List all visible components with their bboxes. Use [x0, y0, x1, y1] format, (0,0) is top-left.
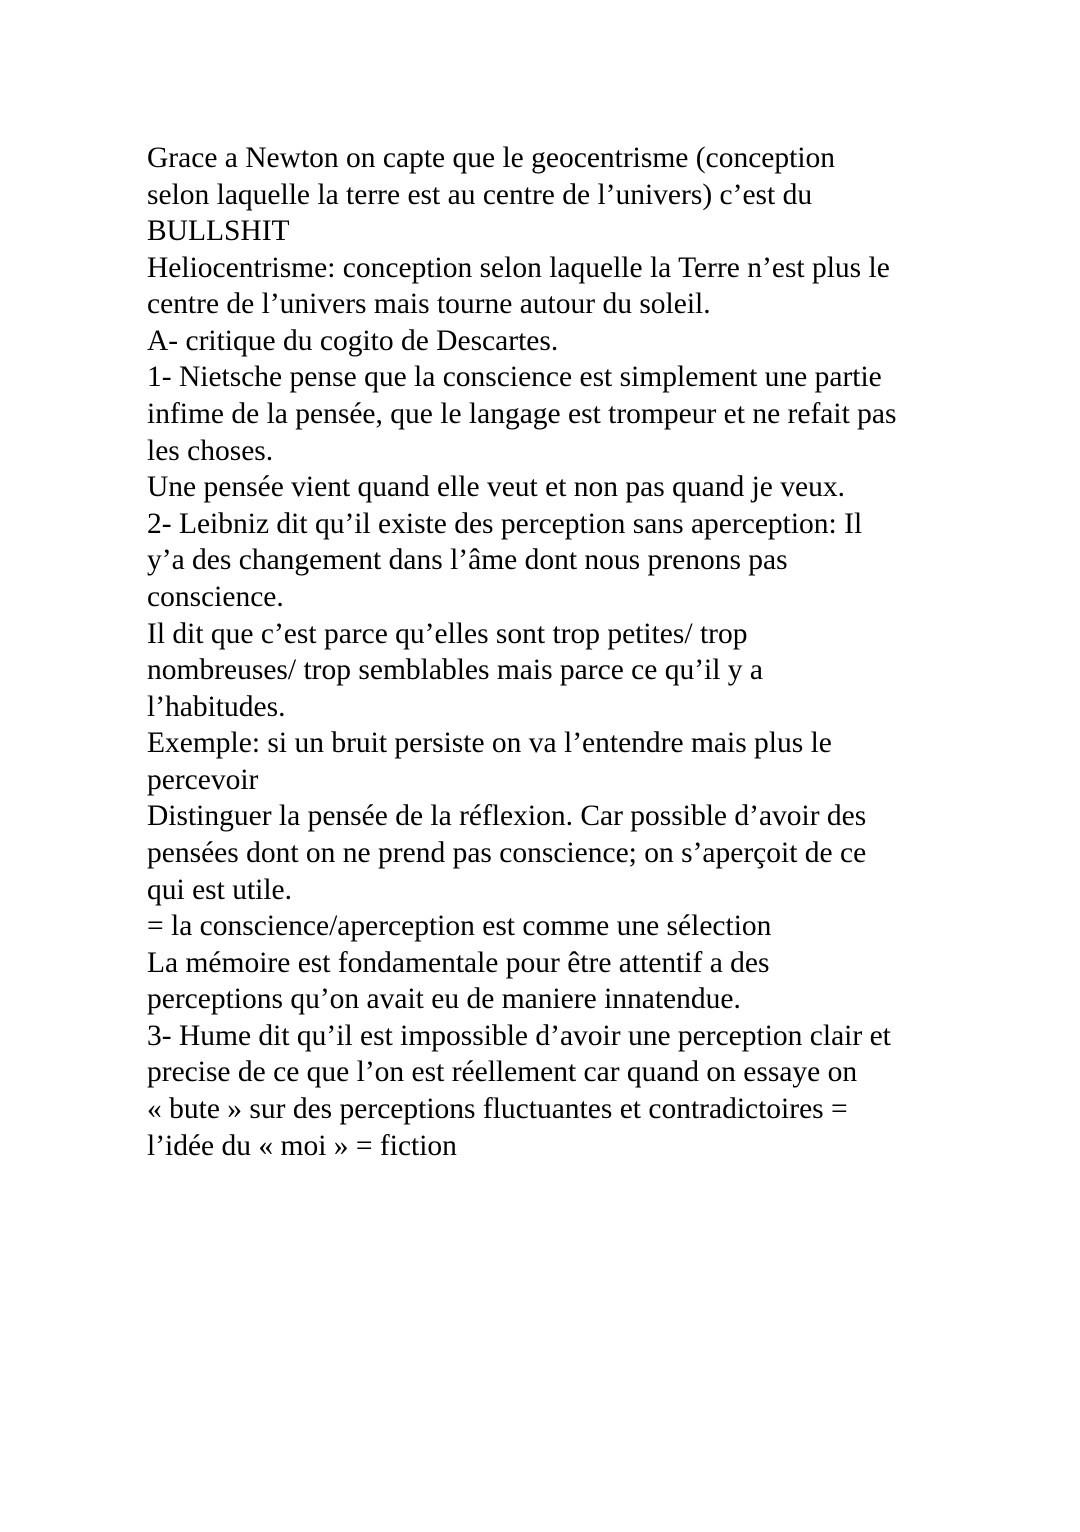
text-line: « bute » sur des perceptions fluctuantes et contradictoires = [147, 1093, 848, 1126]
text-line: 2- Leibniz dit qu’il existe des perception sans aperception: Il [147, 507, 863, 540]
text-line: BULLSHIT [147, 215, 290, 248]
text-line: La mémoire est fondamentale pour être attentif a des [147, 946, 770, 979]
paragraph-section-a [147, 323, 930, 360]
text-line: Heliocentrisme: conception selon laquelle la Terre n’est plus le [147, 251, 890, 284]
text-line: 1- Nietsche pense que la conscience est simplement une partie [147, 361, 882, 394]
text-line: A- critique du cogito de Descartes. [147, 324, 559, 357]
text-line: infime de la pensée, que le langage est trompeur et ne refait pas [147, 398, 897, 431]
text-line: = la conscience/aperception est comme une sélection [147, 910, 772, 943]
text-line: Grace a Newton on capte que le geocentrisme (conception [147, 142, 836, 174]
text-line: pensées dont on ne prend pas conscience; on s’aperçoit de ce [147, 836, 867, 869]
text-line: precise de ce que l’on est réellement car quand on essaye on [147, 1056, 858, 1089]
paragraph-point-1-nietsche [147, 359, 930, 505]
text-line: Distinguer la pensée de la réflexion. Car possible d’avoir des [147, 800, 867, 833]
text-line: les choses. [147, 434, 274, 467]
text-line: Une pensée vient quand elle veut et non pas quand je veux. [147, 471, 845, 504]
text-line: nombreuses/ trop semblables mais parce ce qu’il y a [147, 654, 764, 687]
text-line: 3- Hume dit qu’il est impossible d’avoir une perception clair et [147, 1019, 891, 1052]
text-line: perceptions qu’on avait eu de maniere innatendue. [147, 983, 741, 1016]
paragraph-point-2-leibniz [147, 506, 930, 799]
text-line: l’habitudes. [147, 690, 286, 723]
text-line: conscience. [147, 580, 284, 613]
text-line: y’a des changement dans l’âme dont nous prenons pas [147, 544, 788, 577]
text-line: Exemple: si un bruit persiste on va l’entendre mais plus le [147, 727, 832, 760]
paragraph-point-3-hume [147, 1018, 930, 1164]
text-line: l’idée du « moi » = fiction [147, 1129, 457, 1162]
paragraph-intro [147, 140, 930, 323]
text-line: Il dit que c’est parce qu’elles sont trop petites/ trop [147, 617, 748, 650]
text-line: selon laquelle la terre est au centre de l’univers) c’est du [147, 178, 813, 211]
paragraph-distinguer-pensee-reflexion [147, 798, 930, 1017]
document-text-body [147, 140, 930, 1164]
text-line: percevoir [147, 763, 259, 796]
text-line: qui est utile. [147, 873, 293, 906]
text-line: centre de l’univers mais tourne autour du soleil. [147, 288, 711, 321]
